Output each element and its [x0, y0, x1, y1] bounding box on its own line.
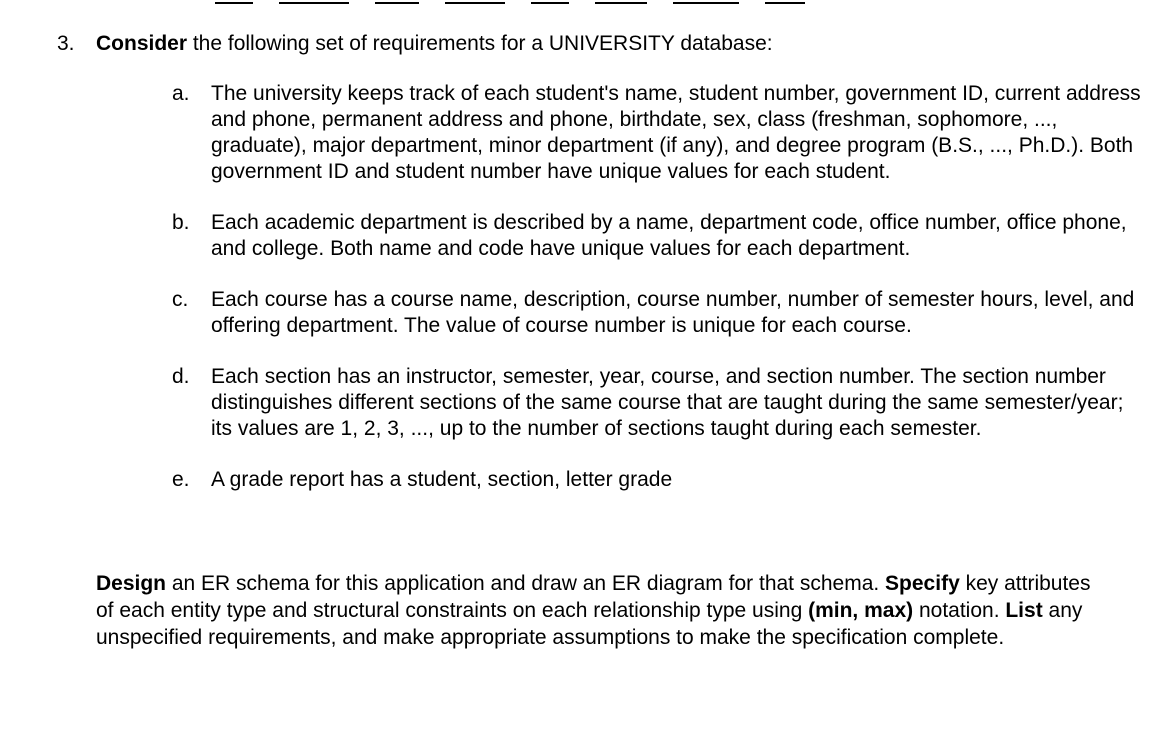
item-marker: e. [172, 468, 190, 491]
requirement-item-b [172, 210, 1142, 262]
specify-text: key attributes of each entity type and structural constraints on each relationship type using [96, 572, 1091, 622]
notation-text: notation. [913, 599, 1006, 622]
cutoff-text-line [215, 0, 835, 4]
instructions-paragraph [96, 570, 1096, 651]
requirement-item-c [172, 287, 1142, 339]
question-number: 3. [57, 32, 75, 55]
question-lead-bold: Consider [96, 32, 188, 55]
item-text: The university keeps track of each student's name, student number, government ID, current address and phone, permanent address and phone, birthdate, sex, class (freshman, sophomore, ..., graduate), major department, minor department (if any), and degree program (B.S., ..., Ph.D.). Both government ID and student number have unique values for each student. [211, 82, 1141, 183]
notation-bold: (min, max) [808, 599, 914, 622]
question-intro [96, 31, 773, 57]
design-text: an ER schema for this application and draw an ER diagram for that schema. [166, 572, 886, 595]
item-marker: d. [172, 365, 190, 388]
item-text: Each academic department is described by a name, department code, office number, office phone, and college. Both name and code have unique values for each department. [211, 211, 1127, 260]
item-marker: a. [172, 82, 190, 105]
requirement-item-a [172, 81, 1142, 185]
list-bold: List [1005, 599, 1043, 622]
requirement-item-e [172, 467, 1142, 493]
design-bold: Design [96, 572, 167, 595]
item-text: Each course has a course name, description, course number, number of semester hours, level, and offering department. The value of course number is unique for each course. [211, 288, 1135, 337]
list-text: any unspecified requirements, and make appropriate assumptions to make the specification complete. [96, 599, 1083, 649]
requirement-item-d [172, 364, 1142, 442]
requirements-list [172, 81, 1142, 493]
item-marker: c. [172, 288, 189, 311]
item-marker: b. [172, 211, 190, 234]
item-text: A grade report has a student, section, letter grade [211, 468, 673, 491]
question-lead-text: the following set of requirements for a UNIVERSITY database: [187, 32, 773, 55]
item-text: Each section has an instructor, semester, year, course, and section number. The section number distinguishes different sections of the same course that are taught during the same semester/year; its values are 1, 2, 3, ..., up to the number of sections taught during each semester. [211, 365, 1124, 440]
specify-bold: Specify [885, 572, 960, 595]
